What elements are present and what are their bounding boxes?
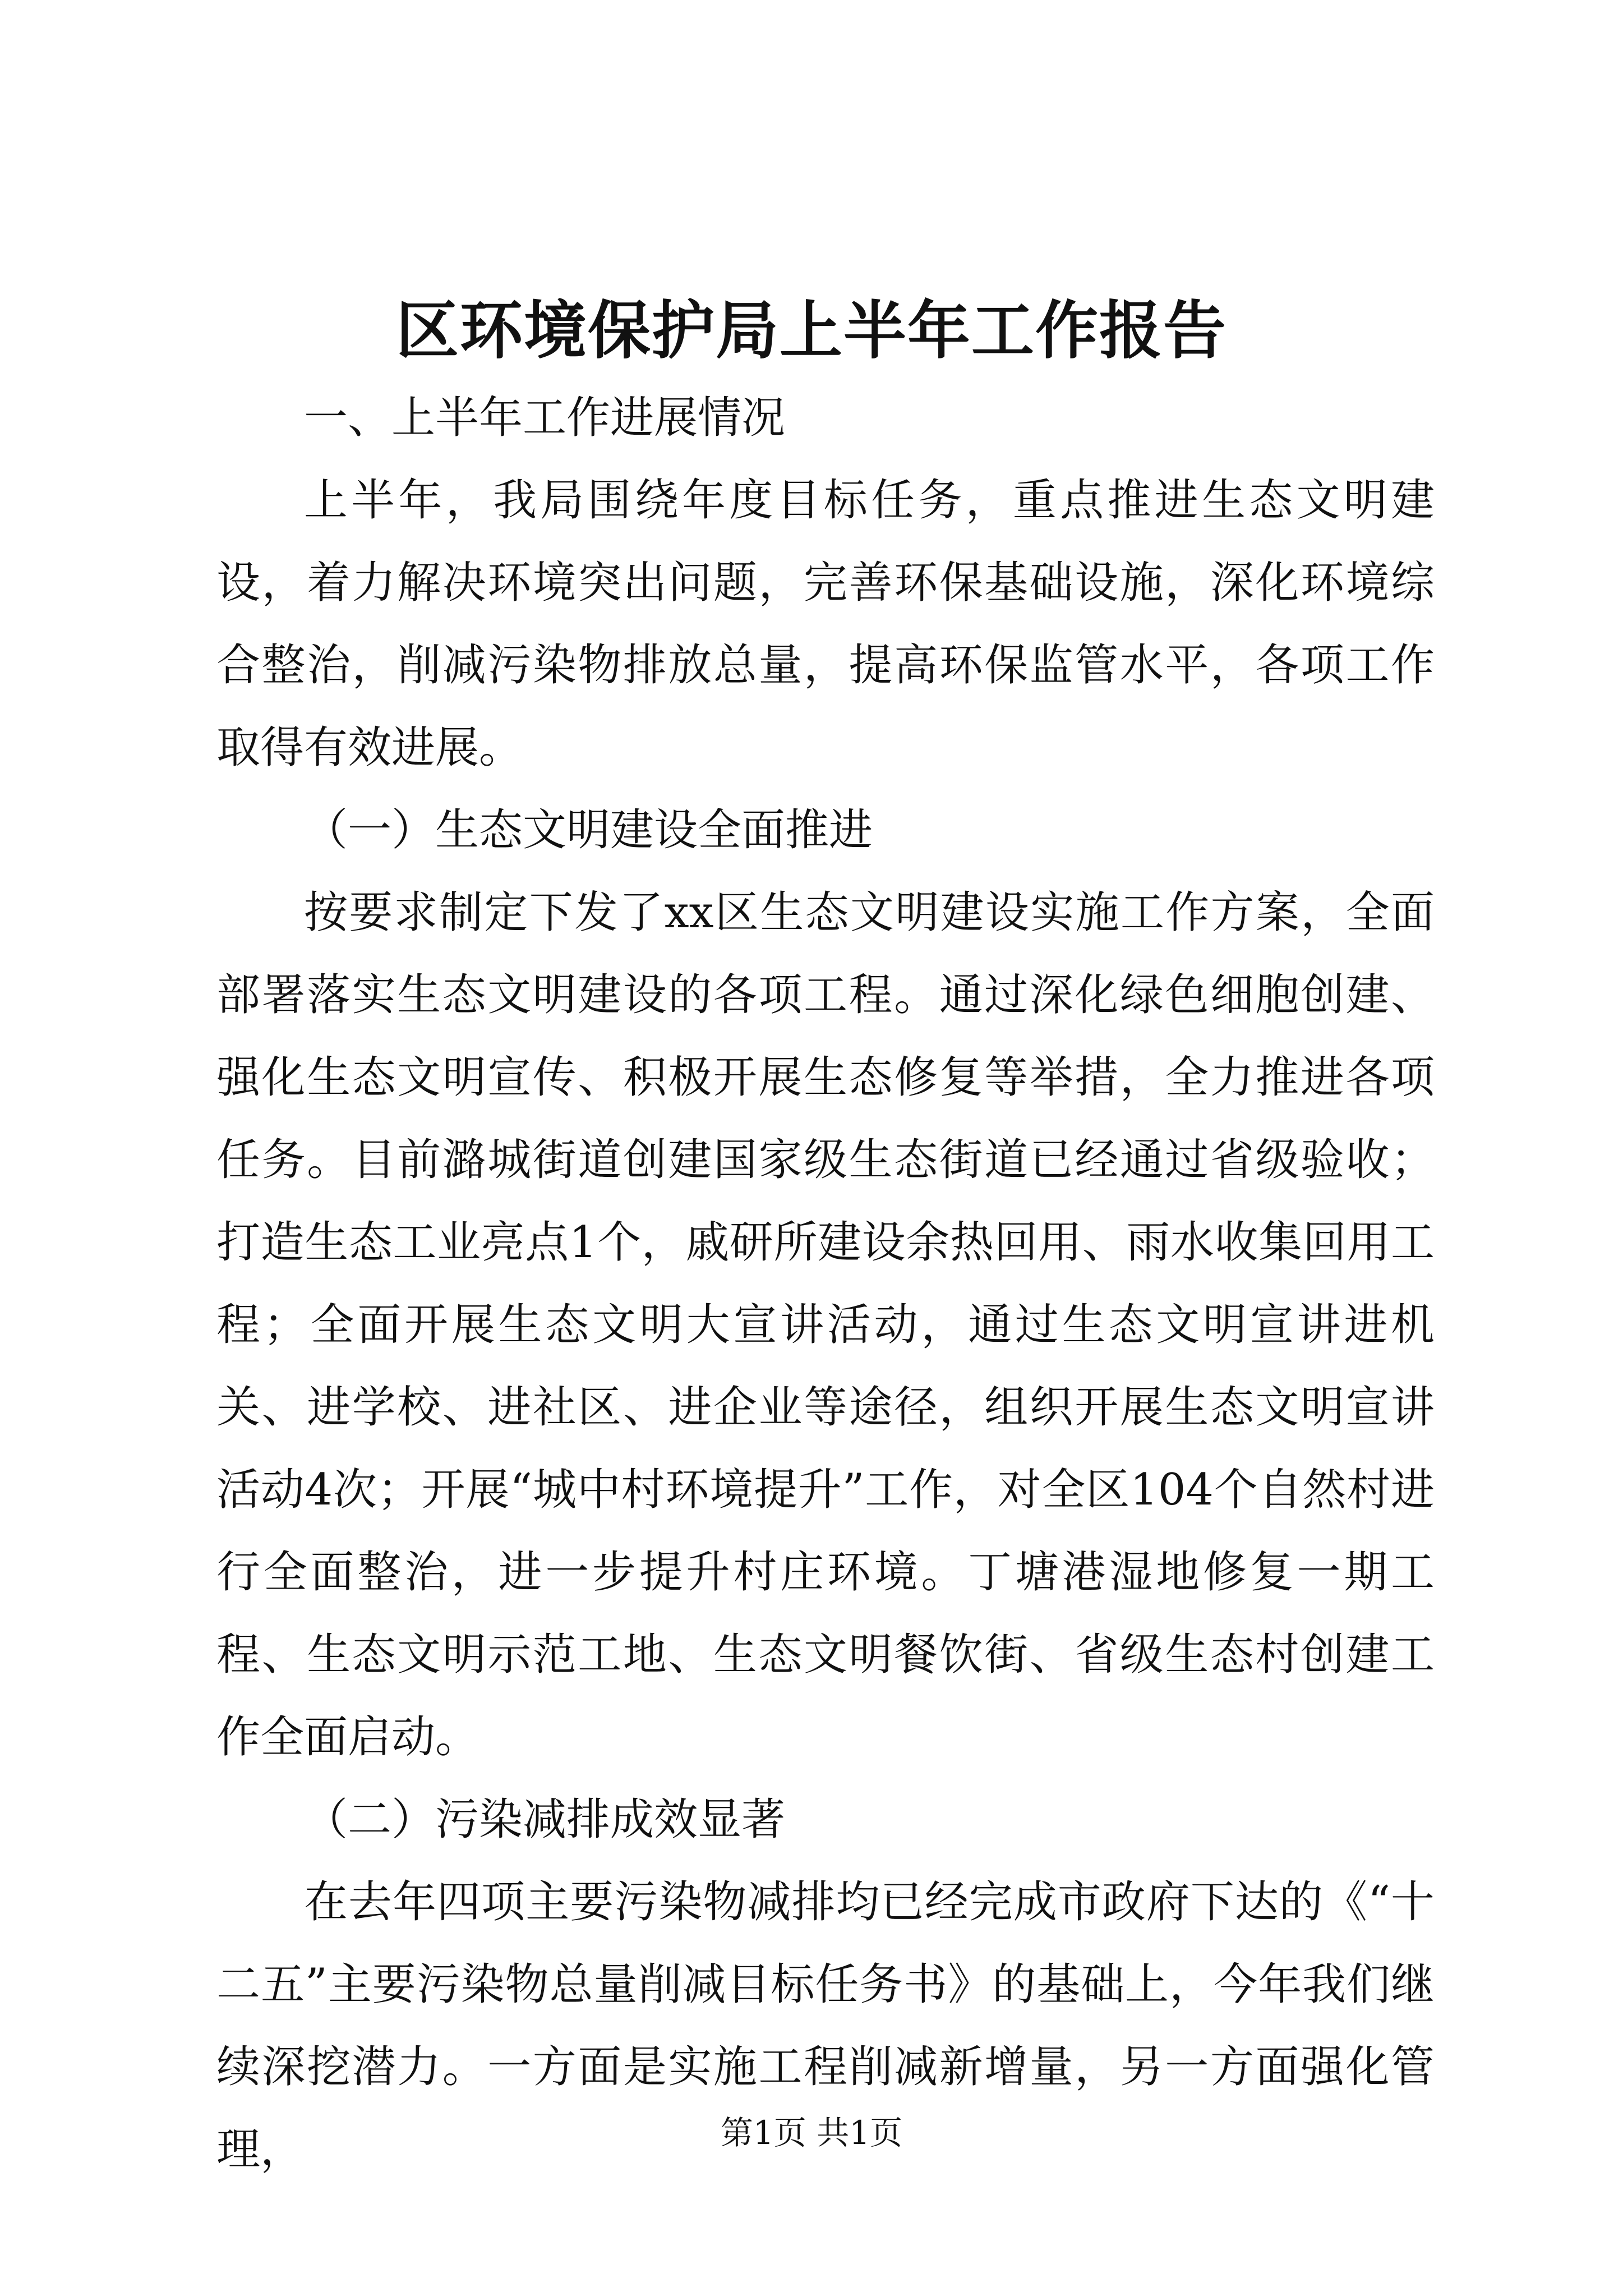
document-body bbox=[216, 377, 1435, 2191]
subsection-paragraph-1: 按要求制定下发了xx区生态文明建设实施工作方案，全面部署落实生态文明建设的各项工程。通过深化绿色细胞创建、强化生态文明宣传、积极开展生态修复等举措，全力推进各项任务。目前潞城街道创建国家级生态街道已经通过省级验收；打造生态工业亮点1个，戚研所建设余热回用、雨水收集回用工程；全面开展生态文明大宣讲活动，通过生态文明宣讲进机关、进学校、进社区、进企业等途径，组织开展生态文明宣讲活动4次；开展“城中村环境提升”工作，对全区104个自然村进行全面整治，进一步提升村庄环境。丁塘港湿地修复一期工程、生态文明示范工地、生态文明餐饮街、省级生态村创建工作全面启动。 bbox=[216, 887, 1435, 1763]
intro-paragraph: 上半年，我局围绕年度目标任务，重点推进生态文明建设，着力解决环境突出问题，完善环保基础设施，深化环境综合整治，削减污染物排放总量，提高环保监管水平，各项工作取得有效进展。 bbox=[216, 475, 1435, 773]
section-heading: 一、上半年工作进展情况 bbox=[304, 393, 786, 443]
subsection-heading-1: （一）生态文明建设全面推进 bbox=[304, 805, 873, 855]
subsection-heading-2: （二）污染减排成效显著 bbox=[304, 1795, 786, 1845]
document-title: 区环境保护局上半年工作报告 bbox=[396, 294, 1227, 367]
page-footer: 第1页 共1页 bbox=[720, 2114, 903, 2152]
subsection-paragraph-2: 在去年四项主要污染物减排均已经完成市政府下达的《“十二五”主要污染物总量削减目标任务书》的基础上，今年我们继续深挖潜力。一方面是实施工程削减新增量，另一方面强化管理， bbox=[216, 1877, 1435, 2175]
